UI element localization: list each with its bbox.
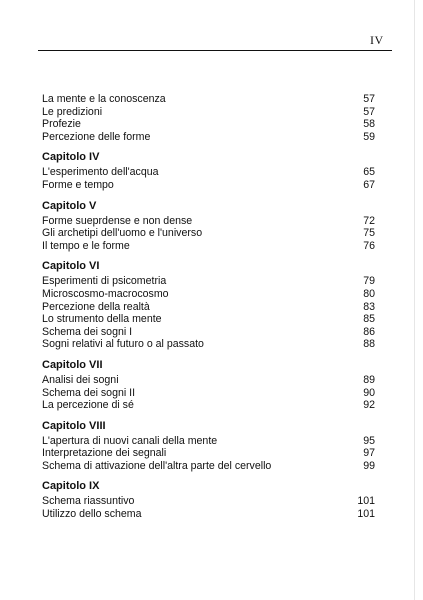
- toc-entry-title: Le predizioni: [42, 105, 103, 118]
- toc-entry: [42, 240, 375, 253]
- toc-entry-page: 97: [363, 447, 375, 460]
- toc-entry-page: 65: [363, 166, 375, 179]
- toc-entry: [42, 166, 375, 179]
- chapter-list: [42, 151, 375, 520]
- toc-entry-title: L'esperimento dell'acqua: [42, 166, 159, 179]
- header-rule: [38, 50, 392, 51]
- table-of-contents: [42, 93, 375, 521]
- toc-entry: [42, 227, 375, 240]
- chapter-section: [42, 480, 375, 520]
- toc-entry: [42, 93, 375, 106]
- toc-entry-page: 75: [363, 227, 375, 240]
- chapter-title: Capitolo IV: [42, 151, 100, 164]
- toc-entry: [42, 288, 375, 301]
- toc-entry-title: Il tempo e le forme: [42, 239, 130, 252]
- chapter-section: [42, 260, 375, 351]
- toc-entry-page: 95: [363, 434, 375, 447]
- toc-entry-title: Schema di attivazione dell'altra parte del cervello: [42, 459, 272, 472]
- toc-entry: [42, 301, 375, 314]
- toc-entry-title: Sogni relativi al futuro o al passato: [42, 338, 204, 351]
- toc-entry: [42, 338, 375, 351]
- toc-entry-page: 59: [363, 130, 375, 143]
- chapter-title: Capitolo VIII: [42, 419, 106, 432]
- toc-entry-page: 92: [363, 399, 375, 412]
- toc-entry-page: 101: [357, 495, 375, 508]
- toc-entry-title: Percezione delle forme: [42, 130, 151, 143]
- toc-entry-page: 57: [363, 105, 375, 118]
- toc-entry-title: Forme sueprdense e non dense: [42, 214, 193, 227]
- toc-entry-page: 79: [363, 275, 375, 288]
- page-number: IV: [370, 33, 384, 47]
- toc-entry-title: Percezione della realtà: [42, 300, 150, 313]
- toc-entry-title: Microscosmo-macrocosmo: [42, 287, 169, 300]
- toc-entry: [42, 106, 375, 119]
- toc-entry-title: Gli archetipi dell'uomo e l'universo: [42, 227, 203, 240]
- toc-entry-page: 76: [363, 239, 375, 252]
- toc-entry-page: 72: [363, 214, 375, 227]
- chapter-title: Capitolo IX: [42, 480, 100, 493]
- toc-entry-page: 57: [363, 93, 375, 105]
- toc-entry-page: 83: [363, 300, 375, 313]
- chapter-section: [42, 200, 375, 253]
- toc-entry-page: 99: [363, 459, 375, 472]
- chapter-section: [42, 151, 375, 191]
- toc-entry-title: Lo strumento della mente: [42, 313, 162, 326]
- toc-entry-title: La percezione di sé: [42, 399, 134, 412]
- chapter-title: Capitolo V: [42, 199, 97, 212]
- toc-entry-page: 67: [363, 178, 375, 191]
- toc-entry-title: Interpretazione dei segnali: [42, 447, 167, 460]
- toc-entry-page: 86: [363, 325, 375, 338]
- toc-entry-title: Profezie: [42, 118, 81, 131]
- intro-entries: [42, 93, 375, 143]
- toc-entry-page: 58: [363, 118, 375, 131]
- toc-entry: [42, 495, 375, 508]
- toc-entry: [42, 118, 375, 131]
- toc-entry: [42, 215, 375, 228]
- toc-entry-title: Schema dei sogni I: [42, 325, 133, 338]
- toc-entry-page: 101: [357, 508, 375, 521]
- toc-entry-page: 80: [363, 287, 375, 300]
- toc-entry-page: 85: [363, 313, 375, 326]
- chapter-title: Capitolo VII: [42, 358, 103, 371]
- toc-entry: [42, 508, 375, 521]
- toc-entry: [42, 399, 375, 412]
- toc-entry: [42, 387, 375, 400]
- chapter-section: [42, 359, 375, 412]
- toc-entry: [42, 435, 375, 448]
- toc-entry: [42, 275, 375, 288]
- page-edge: [414, 0, 415, 600]
- toc-entry: [42, 313, 375, 326]
- toc-entry: [42, 326, 375, 339]
- toc-entry-title: Schema riassuntivo: [42, 495, 135, 508]
- chapter-section: [42, 420, 375, 473]
- chapter-title: Capitolo VI: [42, 260, 100, 273]
- toc-entry-title: Esperimenti di psicometria: [42, 275, 167, 288]
- toc-entry-page: 88: [363, 338, 375, 351]
- toc-entry-title: Analisi dei sogni: [42, 373, 119, 386]
- toc-entry: [42, 131, 375, 144]
- toc-entry: [42, 460, 375, 473]
- toc-entry-page: 89: [363, 373, 375, 386]
- toc-entry: [42, 374, 375, 387]
- toc-entry-title: Schema dei sogni II: [42, 386, 136, 399]
- toc-entry: [42, 179, 375, 192]
- toc-entry: [42, 447, 375, 460]
- toc-entry-title: Forme e tempo: [42, 178, 114, 191]
- toc-entry-title: La mente e la conoscenza: [42, 93, 166, 105]
- toc-entry-title: Utilizzo dello schema: [42, 508, 142, 521]
- toc-entry-title: L'apertura di nuovi canali della mente: [42, 434, 218, 447]
- toc-entry-page: 90: [363, 386, 375, 399]
